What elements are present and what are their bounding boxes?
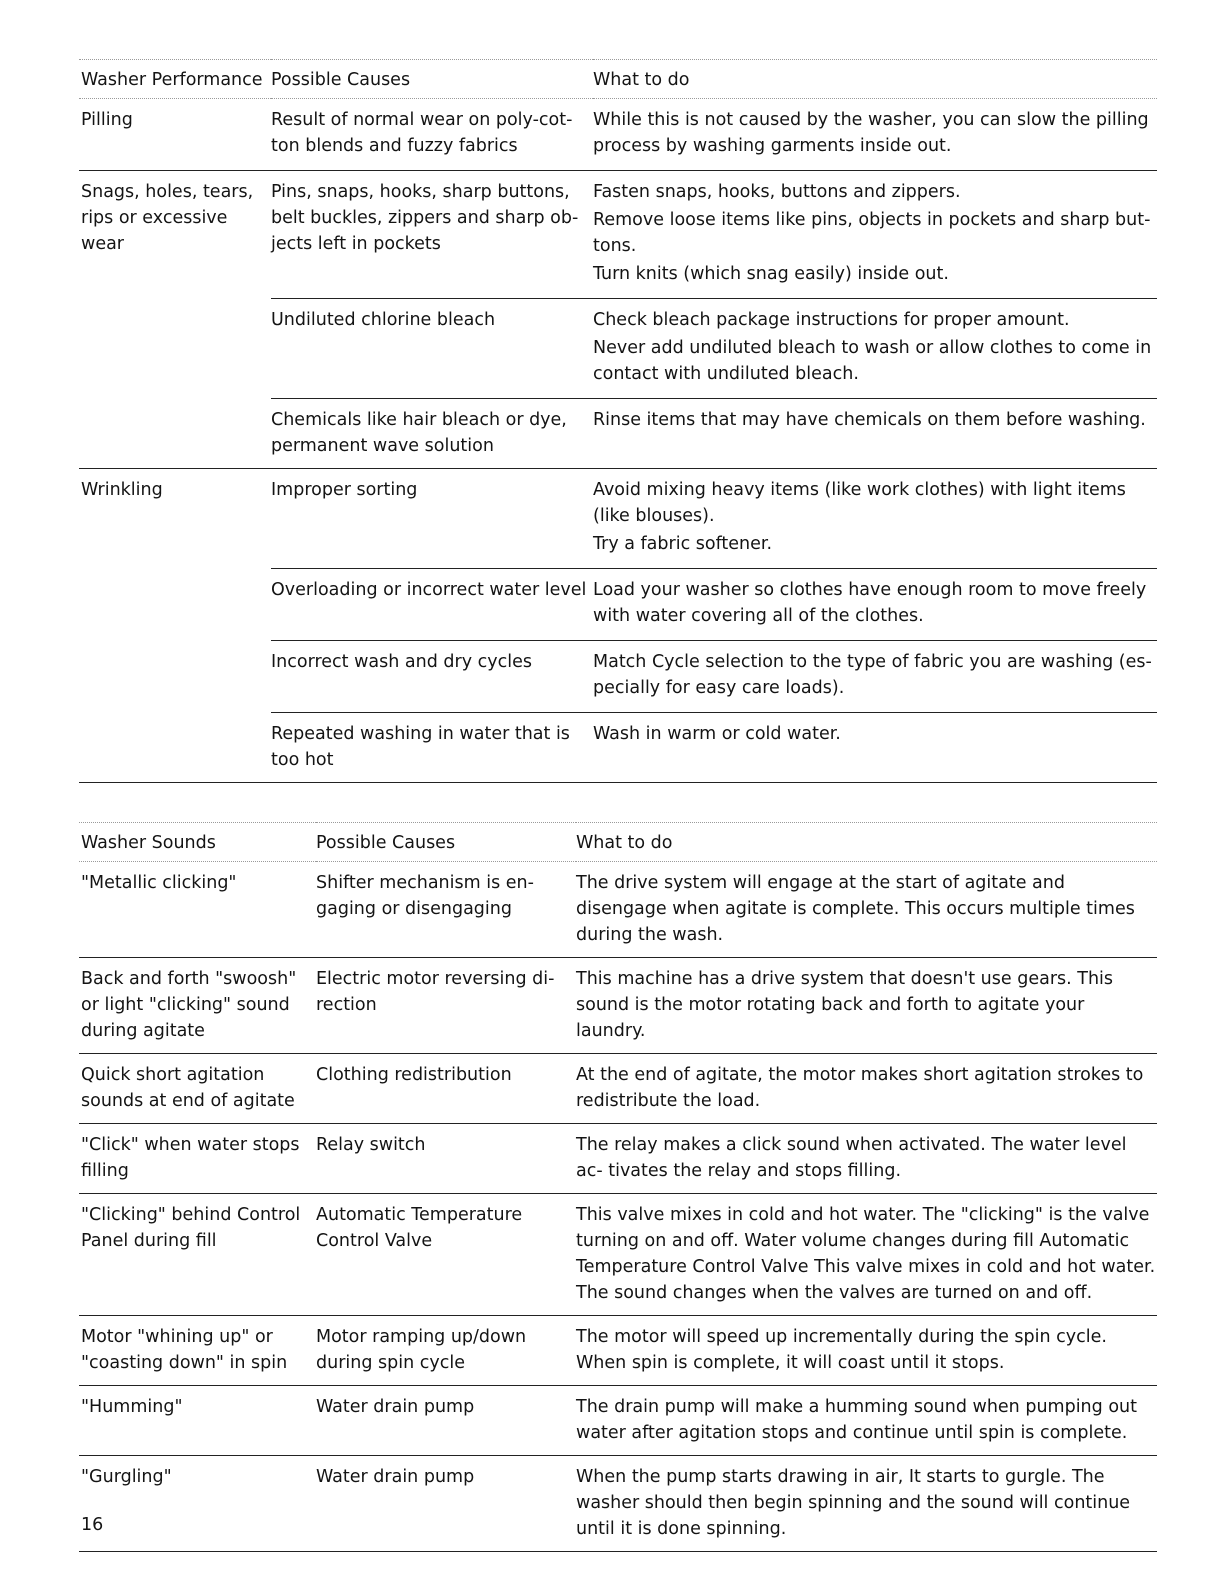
what-to-do-cell xyxy=(593,469,1157,569)
cause-cell: Repeated washing in water that is too hot xyxy=(271,724,570,770)
cause-cell: Pins, snaps, hooks, sharp buttons, belt buckles, zippers and sharp ob- jects left in pockets xyxy=(271,171,593,299)
cause-cell: Shifter mechanism is en- gaging or disengaging xyxy=(316,873,534,919)
action-text: Rinse items that may have chemicals on them before washing. xyxy=(593,410,1146,430)
action-text: Load your washer so clothes have enough room to move freely with water covering all of the clothes. xyxy=(593,580,1147,626)
sound-cell: "Click" when water stops filling xyxy=(81,1135,300,1181)
table-row xyxy=(79,1194,1157,1316)
cause-cell: Electric motor reversing di- rection xyxy=(316,969,555,1015)
table-row xyxy=(79,299,1157,399)
column-header-causes: Possible Causes xyxy=(316,833,456,853)
table-row xyxy=(79,469,1157,569)
problem-cell xyxy=(79,713,271,783)
sound-cell: Motor "whining up" or "coasting down" in spin xyxy=(81,1327,288,1373)
problem-cell: Pilling xyxy=(81,110,133,130)
performance-table-body xyxy=(79,99,1157,783)
sound-cell: "Clicking" behind Control Panel during fill xyxy=(81,1205,301,1251)
sound-cell: "Gurgling" xyxy=(81,1467,172,1487)
action-text: Match Cycle selection to the type of fabric you are washing (es- pecially for easy care loads). xyxy=(593,652,1152,698)
table-row xyxy=(79,399,1157,469)
sound-cell: "Metallic clicking" xyxy=(81,873,237,893)
sounds-table-body xyxy=(79,862,1157,1552)
action-cell: This valve mixes in cold and hot water. The "clicking" is the valve turning on and off. Water volume changes during fill Automatic Temperature Control Valve This valve mixes in cold and hot water. The sound changes when the valves are turned on and off. xyxy=(576,1205,1156,1303)
column-header-causes: Possible Causes xyxy=(271,70,411,90)
action-text: Fasten snaps, hooks, buttons and zippers. xyxy=(593,182,961,202)
table-header-row xyxy=(79,823,1157,862)
action-text: Check bleach package instructions for proper amount. xyxy=(593,310,1070,330)
action-text: Never add undiluted bleach to wash or allow clothes to come in contact with undiluted bleach. xyxy=(593,338,1152,384)
cause-cell: Clothing redistribution xyxy=(316,1065,512,1085)
cause-cell: Chemicals like hair bleach or dye, permanent wave solution xyxy=(271,410,567,456)
action-cell: The relay makes a click sound when activated. The water level ac- tivates the relay and stops filling. xyxy=(576,1135,1127,1181)
cause-cell: Overloading or incorrect water level xyxy=(271,569,593,641)
page-number: 16 xyxy=(81,1515,104,1535)
action-text: Avoid mixing heavy items (like work clothes) with light items (like blouses). xyxy=(593,480,1126,526)
table-row xyxy=(79,569,1157,641)
problem-cell xyxy=(79,399,271,469)
what-to-do-cell xyxy=(593,299,1157,399)
washer-sounds-table xyxy=(79,822,1157,1552)
problem-cell: Wrinkling xyxy=(81,480,163,500)
cause-cell: Undiluted chlorine bleach xyxy=(271,299,593,399)
sound-cell: Quick short agitation sounds at end of agitate xyxy=(81,1065,295,1111)
table-row xyxy=(79,1456,1157,1552)
problem-cell: Snags, holes, tears, rips or excessive wear xyxy=(81,182,254,254)
table-row xyxy=(79,99,1157,171)
action-text: While this is not caused by the washer, you can slow the pilling process by washing garments inside out. xyxy=(593,110,1149,156)
what-to-do-cell xyxy=(593,713,1157,783)
table-row xyxy=(79,958,1157,1054)
problem-cell xyxy=(79,641,271,713)
washer-performance-table xyxy=(79,59,1157,783)
cause-cell: Result of normal wear on poly-cot- ton blends and fuzzy fabrics xyxy=(271,110,573,156)
column-header-sound: Washer Sounds xyxy=(81,833,216,853)
column-header-what-to-do: What to do xyxy=(576,833,673,853)
action-text: Try a fabric softener. xyxy=(593,534,773,554)
sound-cell: Back and forth "swoosh" or light "clicking" sound during agitate xyxy=(81,969,297,1041)
what-to-do-cell xyxy=(593,569,1157,641)
problem-cell xyxy=(79,569,271,641)
table-row xyxy=(79,713,1157,783)
action-text: Wash in warm or cold water. xyxy=(593,724,841,744)
action-cell: When the pump starts drawing in air, It starts to gurgle. The washer should then begin spinning and the sound will continue until it is done spinning. xyxy=(576,1467,1131,1539)
column-header-what-to-do: What to do xyxy=(593,70,690,90)
table-row xyxy=(79,641,1157,713)
action-cell: The motor will speed up incrementally during the spin cycle. When spin is complete, it will coast until it stops. xyxy=(576,1327,1107,1373)
action-text: Remove loose items like pins, objects in pockets and sharp but- tons. xyxy=(593,210,1151,256)
column-header-problem: Washer Performance xyxy=(81,70,263,90)
table-row xyxy=(79,1316,1157,1386)
cause-cell: Automatic Temperature Control Valve xyxy=(316,1205,523,1251)
cause-cell: Relay switch xyxy=(316,1135,426,1155)
table-row xyxy=(79,171,1157,299)
table-row xyxy=(79,1124,1157,1194)
sound-cell: "Humming" xyxy=(81,1397,183,1417)
action-cell: This machine has a drive system that doesn't use gears. This sound is the motor rotating back and forth to agitate your laundry. xyxy=(576,969,1114,1041)
cause-cell: Water drain pump xyxy=(316,1397,475,1417)
cause-cell: Motor ramping up/down during spin cycle xyxy=(316,1327,527,1373)
what-to-do-cell xyxy=(593,399,1157,469)
table-row xyxy=(79,1054,1157,1124)
problem-cell xyxy=(79,299,271,399)
what-to-do-cell xyxy=(593,171,1157,299)
cause-cell: Improper sorting xyxy=(271,469,593,569)
table-header-row xyxy=(79,60,1157,99)
action-cell: The drive system will engage at the start of agitate and disengage when agitate is complete. This occurs multiple times during the wash. xyxy=(576,873,1135,945)
action-text: Turn knits (which snag easily) inside out. xyxy=(593,264,949,284)
what-to-do-cell xyxy=(593,641,1157,713)
cause-cell: Incorrect wash and dry cycles xyxy=(271,641,593,713)
cause-cell: Water drain pump xyxy=(316,1467,475,1487)
action-cell: At the end of agitate, the motor makes short agitation strokes to redistribute the load. xyxy=(576,1065,1144,1111)
action-cell: The drain pump will make a humming sound when pumping out water after agitation stops and continue until spin is complete. xyxy=(576,1397,1137,1443)
table-row xyxy=(79,862,1157,958)
what-to-do-cell xyxy=(593,99,1157,171)
table-row xyxy=(79,1386,1157,1456)
